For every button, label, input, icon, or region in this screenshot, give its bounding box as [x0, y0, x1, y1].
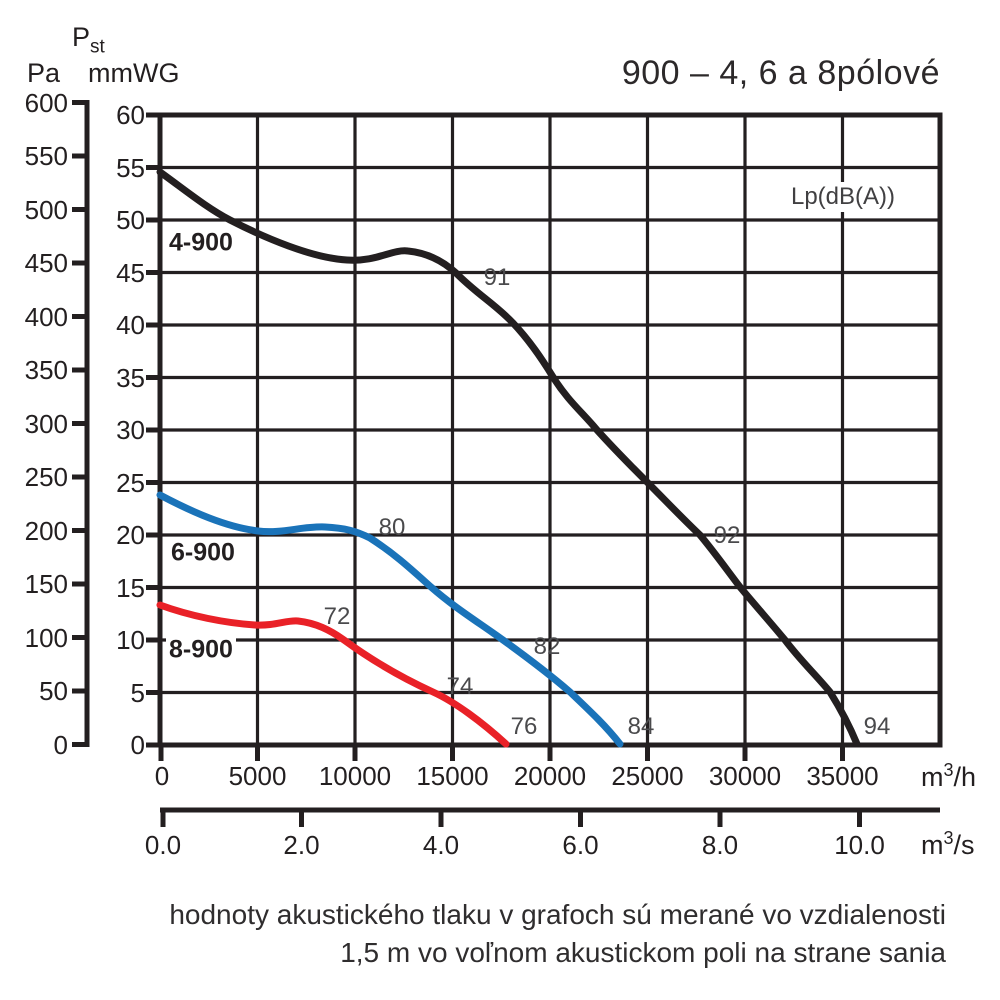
db-label-80: 80 — [378, 514, 406, 541]
mmwg-tick: 50 — [116, 205, 145, 235]
m3h-unit-exponent: 3 — [943, 760, 954, 780]
pa-tick: 550 — [24, 141, 68, 171]
db-label-74: 74 — [446, 673, 474, 700]
chart-title: 900 – 4, 6 a 8pólové — [621, 54, 940, 92]
m3s-unit-rest: /s — [953, 830, 975, 860]
db-label-82: 82 — [533, 633, 561, 660]
pa-tick: 500 — [24, 194, 68, 225]
m3s-tick-marks — [163, 810, 860, 827]
m3h-tick: 0 — [154, 761, 170, 791]
pa-tick: 250 — [24, 462, 68, 492]
mmwg-tick: 5 — [130, 677, 145, 708]
mmwg-tick: 10 — [116, 625, 145, 655]
m3h-tick: 35000 — [806, 761, 879, 791]
m3s-tick: 4.0 — [422, 830, 460, 860]
m3h-unit-base: m — [921, 762, 944, 792]
pa-tick: 200 — [24, 515, 68, 546]
pa-unit-label: Pa — [27, 58, 61, 88]
curve-4-900 — [160, 172, 857, 744]
m3h-axis-unit — [921, 760, 977, 792]
m3h-tick: 30000 — [708, 761, 782, 791]
pa-tick: 100 — [24, 622, 68, 653]
measurement-note-line1: hodnoty akustického tlaku v grafoch sú merané vo vzdialenosti — [169, 899, 946, 930]
m3s-tick: 2.0 — [283, 830, 320, 860]
pa-tick: 450 — [24, 248, 68, 278]
m3s-unit-exponent: 3 — [943, 828, 954, 848]
measurement-note-line2: 1,5 m vo voľnom akustickom poli na strane sania — [340, 937, 946, 968]
mmwg-tick: 15 — [116, 572, 145, 603]
db-label-92: 92 — [713, 522, 741, 549]
mmwg-tick: 40 — [116, 310, 145, 340]
pa-tick: 400 — [24, 301, 68, 332]
db-label-84: 84 — [627, 713, 655, 740]
m3h-unit-rest: /h — [953, 762, 977, 792]
pa-tick: 50 — [39, 676, 68, 706]
pst-base: P — [72, 22, 91, 52]
pa-tick: 300 — [24, 408, 68, 439]
pa-tick: 0 — [53, 729, 68, 760]
db-label-94: 94 — [863, 713, 891, 740]
mmwg-tick: 45 — [116, 257, 145, 288]
y-axis-pst-label — [72, 22, 105, 58]
mmwg-unit-label: mmWG — [88, 58, 180, 88]
curve-label-6-900: 6-900 — [168, 539, 238, 568]
db-label-72: 72 — [323, 603, 351, 630]
mmwg-tick: 20 — [116, 520, 145, 550]
mmwg-tick: 25 — [116, 467, 145, 498]
m3s-tick: 10.0 — [834, 830, 885, 860]
m3h-tick: 20000 — [513, 761, 587, 791]
pa-tick: 150 — [24, 569, 68, 599]
mmwg-tick: 0 — [130, 730, 145, 760]
db-label-91: 91 — [483, 264, 511, 291]
curve-label-8-900: 8-900 — [166, 636, 236, 665]
mmwg-tick: 30 — [116, 415, 145, 445]
pst-subscript: st — [90, 36, 105, 58]
pa-tick: 600 — [24, 87, 68, 118]
m3s-tick: 0.0 — [144, 830, 182, 860]
lp-dba-note: Lp(dB(A)) — [786, 182, 900, 212]
curve-label-4-900: 4-900 — [166, 229, 236, 258]
m3h-tick: 25000 — [611, 761, 684, 791]
m3s-unit-base: m — [921, 830, 944, 860]
m3h-tick: 10000 — [318, 761, 392, 791]
mmwg-tick: 35 — [116, 362, 145, 393]
pa-tick: 350 — [24, 355, 68, 385]
m3s-axis-unit — [921, 828, 975, 860]
mmwg-tick: 55 — [116, 152, 145, 183]
m3s-tick: 6.0 — [562, 830, 599, 860]
m3h-tick: 15000 — [416, 761, 489, 791]
db-label-76: 76 — [510, 713, 538, 740]
m3s-tick: 8.0 — [701, 830, 739, 860]
measurement-note — [46, 896, 946, 972]
mmwg-tick: 60 — [116, 100, 145, 130]
m3h-tick: 5000 — [228, 761, 287, 791]
